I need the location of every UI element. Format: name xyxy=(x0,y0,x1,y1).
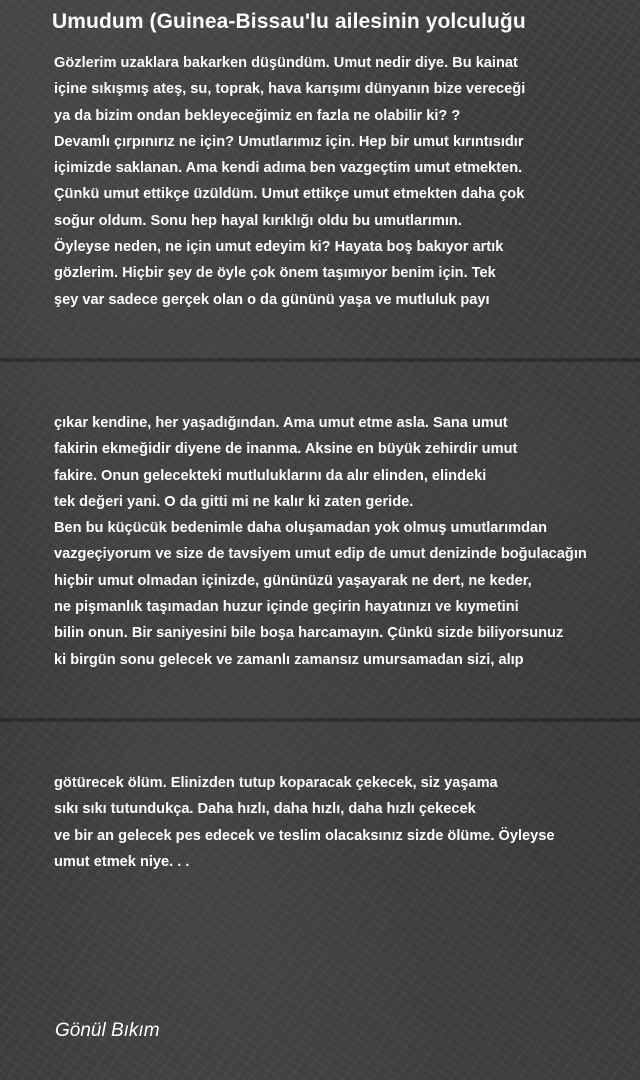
poem-line: vazgeçiyorum ve size de tavsiyem umut edip de umut denizinde boğulacağın xyxy=(54,546,587,563)
poem-line: Çünkü umut ettikçe üzüldüm. Umut ettikçe umut etmekten daha çok xyxy=(54,186,525,203)
poem-line: Ben bu küçücük bedenimle daha oluşamadan yok olmuş umutlarımdan xyxy=(54,520,548,537)
poem-line: içimizde saklanan. Ama kendi adıma ben vazgeçtim umut etmekten. xyxy=(54,160,523,177)
poem-line: fakirin ekmeğidir diyene de inanma. Aksine en büyük zehirdir umut xyxy=(54,441,518,458)
poem-line: Gözlerim uzaklara bakarken düşündüm. Umut nedir diye. Bu kainat xyxy=(54,55,518,71)
poem-line: tek değeri yani. O da gitti mi ne kalır ki zaten geride. xyxy=(54,493,414,510)
poem-line: gözlerim. Hiçbir şey de öyle çok önem taşımıyor benim için. Tek xyxy=(54,265,496,282)
poem-title: Umudum (Guinea-Bissau'lu ailesinin yolculuğu xyxy=(52,10,526,33)
poem-line: sıkı sıkı tutundukça. Daha hızlı, daha hızlı, daha hızlı çekecek xyxy=(54,801,476,818)
stanza-2 xyxy=(54,410,587,673)
poem-line: Öyleyse neden, ne için umut edeyim ki? Hayata boş bakıyor artık xyxy=(54,239,504,256)
poem-line: ne pişmanlık taşımadan huzur içinde geçirin hayatınızı ve kıymetini xyxy=(54,599,519,616)
poem-line: ve bir an gelecek pes edecek ve teslim olacaksınız sizde ölüme. Öyleyse xyxy=(54,827,555,844)
author-name: Gönül Bıkım xyxy=(55,1020,160,1041)
poem-line: bilin onun. Bir saniyesini bile boşa harcamayın. Çünkü sizde biliyorsunuz xyxy=(54,625,564,642)
poem-line: çıkar kendine, her yaşadığından. Ama umut etme asla. Sana umut xyxy=(54,415,508,431)
poem-line: soğur oldum. Sonu hep hayal kırıklığı oldu bu umutlarımın. xyxy=(54,212,462,229)
poem-line: ya da bizim ondan bekleyeceğimiz en fazla ne olabilir ki? ? xyxy=(54,107,461,124)
stanza-1 xyxy=(54,50,525,313)
poem-line: şey var sadece gerçek olan o da gününü yaşa ve mutluluk payı xyxy=(54,291,490,308)
poem-line: Devamlı çırpınırız ne için? Umutlarımız için. Hep bir umut kırıntısıdır xyxy=(54,133,524,150)
poem-line: umut etmek niye. . . xyxy=(54,853,190,870)
poem-line: içine sıkışmış ateş, su, toprak, hava karışımı dünyanın bize vereceği xyxy=(54,81,526,98)
poem-line: hiçbir umut olmadan içinizde, gününüzü yaşayarak ne dert, ne keder, xyxy=(54,572,532,589)
poem-line: ki birgün sonu gelecek ve zamanlı zamansız umursamadan sizi, alıp xyxy=(54,651,524,668)
stanza-3 xyxy=(54,770,555,875)
poem-line: fakire. Onun gelecekteki mutluluklarını da alır elinden, elindeki xyxy=(54,467,487,484)
poem-line: götürecek ölüm. Elinizden tutup koparacak çekecek, siz yaşama xyxy=(54,775,498,791)
